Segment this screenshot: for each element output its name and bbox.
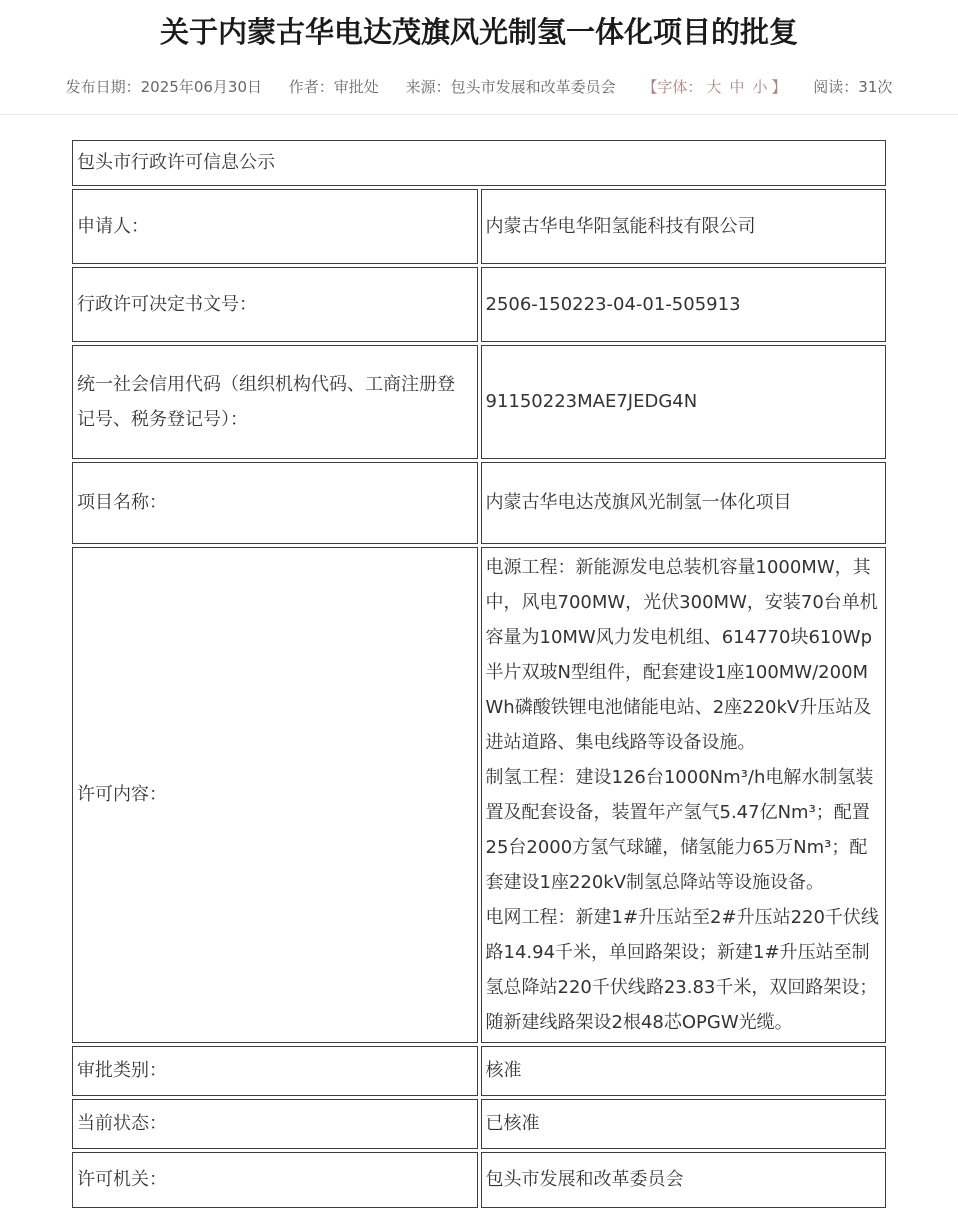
approval-category-value: 核准: [481, 1046, 887, 1096]
font-size-prefix: 【字体：: [642, 77, 703, 96]
publish-date: [66, 78, 262, 96]
permit-authority-value: 包头市发展和改革委员会: [481, 1152, 887, 1208]
publish-date-label: 发布日期：: [65, 77, 141, 96]
permit-content-hydrogen-paragraph: 制氢工程：建设126台1000Nm³/h电解水制氢装置及配套设备，装置年产氢气5.47亿Nm³；配置25台2000方氢气球罐，储氢能力65万Nm³；配套建设1座220kV制氢总降站等设施设备。: [485, 766, 874, 893]
author-value: 审批处: [333, 77, 379, 96]
permit-content-label: 许可内容：: [72, 547, 478, 1043]
decision-number-value: 2506-150223-04-01-505913: [481, 267, 887, 342]
current-status-value: 已核准: [481, 1099, 887, 1149]
author: [289, 78, 379, 96]
source-label: 来源：: [405, 77, 451, 96]
applicant-label: 申请人：: [72, 189, 478, 264]
row-project-name: [72, 462, 886, 544]
project-name-value: 内蒙古华电达茂旗风光制氢一体化项目: [481, 462, 887, 544]
permit-content-value: [481, 547, 887, 1043]
source: [406, 78, 616, 96]
project-name-label: 项目名称：: [72, 462, 478, 544]
source-value: 包头市发展和改革委员会: [450, 77, 616, 96]
row-permit-content: [72, 547, 886, 1043]
font-size-large-link[interactable]: 大: [706, 77, 722, 96]
permit-info-table: [69, 137, 889, 1211]
meta-bar: [0, 76, 958, 115]
view-count-label: 阅读：: [813, 77, 859, 96]
table-header-cell: 包头市行政许可信息公示: [72, 140, 886, 186]
permit-content-power-paragraph: 电源工程：新能源发电总装机容量1000MW，其中，风电700MW，光伏300MW，安装70台单机容量为10MW风力发电机组、614770块610Wp 半片双玻N型组件，配套建设1座100MW/200MWh磷酸铁锂电池储能电站、2座220kV升压站及进站道路、集电线路等设备设施。: [485, 556, 878, 753]
font-size-control: [642, 78, 786, 96]
credit-code-value: 91150223MAE7JEDG4N: [481, 345, 887, 459]
decision-number-label: 行政许可决定书文号：: [72, 267, 478, 342]
row-credit-code: [72, 345, 886, 459]
credit-code-label: 统一社会信用代码（组织机构代码、工商注册登记号、税务登记号）：: [72, 345, 478, 459]
font-size-small-link[interactable]: 小: [752, 77, 768, 96]
view-count-value: 31次: [858, 77, 893, 96]
current-status-label: 当前状态：: [72, 1099, 478, 1149]
row-decision-number: [72, 267, 886, 342]
view-count: [813, 78, 892, 96]
row-permit-authority: [72, 1152, 886, 1208]
announcement-page: [0, 14, 958, 1211]
font-size-suffix: 】: [771, 77, 787, 96]
permit-content-grid-paragraph: 电网工程：新建1#升压站至2#升压站220千伏线路14.94千米，单回路架设；新建1#升压站至制氢总降站220千伏线路23.83千米，双回路架设；随新建线路架设2根48芯OPGW光缆。: [485, 906, 879, 1033]
author-label: 作者：: [288, 77, 334, 96]
approval-category-label: 审批类别：: [72, 1046, 478, 1096]
publish-date-value: 2025年06月30日: [140, 77, 262, 96]
page-title: 关于内蒙古华电达茂旗风光制氢一体化项目的批复: [159, 15, 798, 49]
permit-authority-label: 许可机关：: [72, 1152, 478, 1208]
table-header-row: [72, 140, 886, 186]
row-applicant: [72, 189, 886, 264]
font-size-medium-link[interactable]: 中: [729, 77, 745, 96]
row-approval-category: [72, 1046, 886, 1096]
row-current-status: [72, 1099, 886, 1149]
applicant-value: 内蒙古华电华阳氢能科技有限公司: [481, 189, 887, 264]
